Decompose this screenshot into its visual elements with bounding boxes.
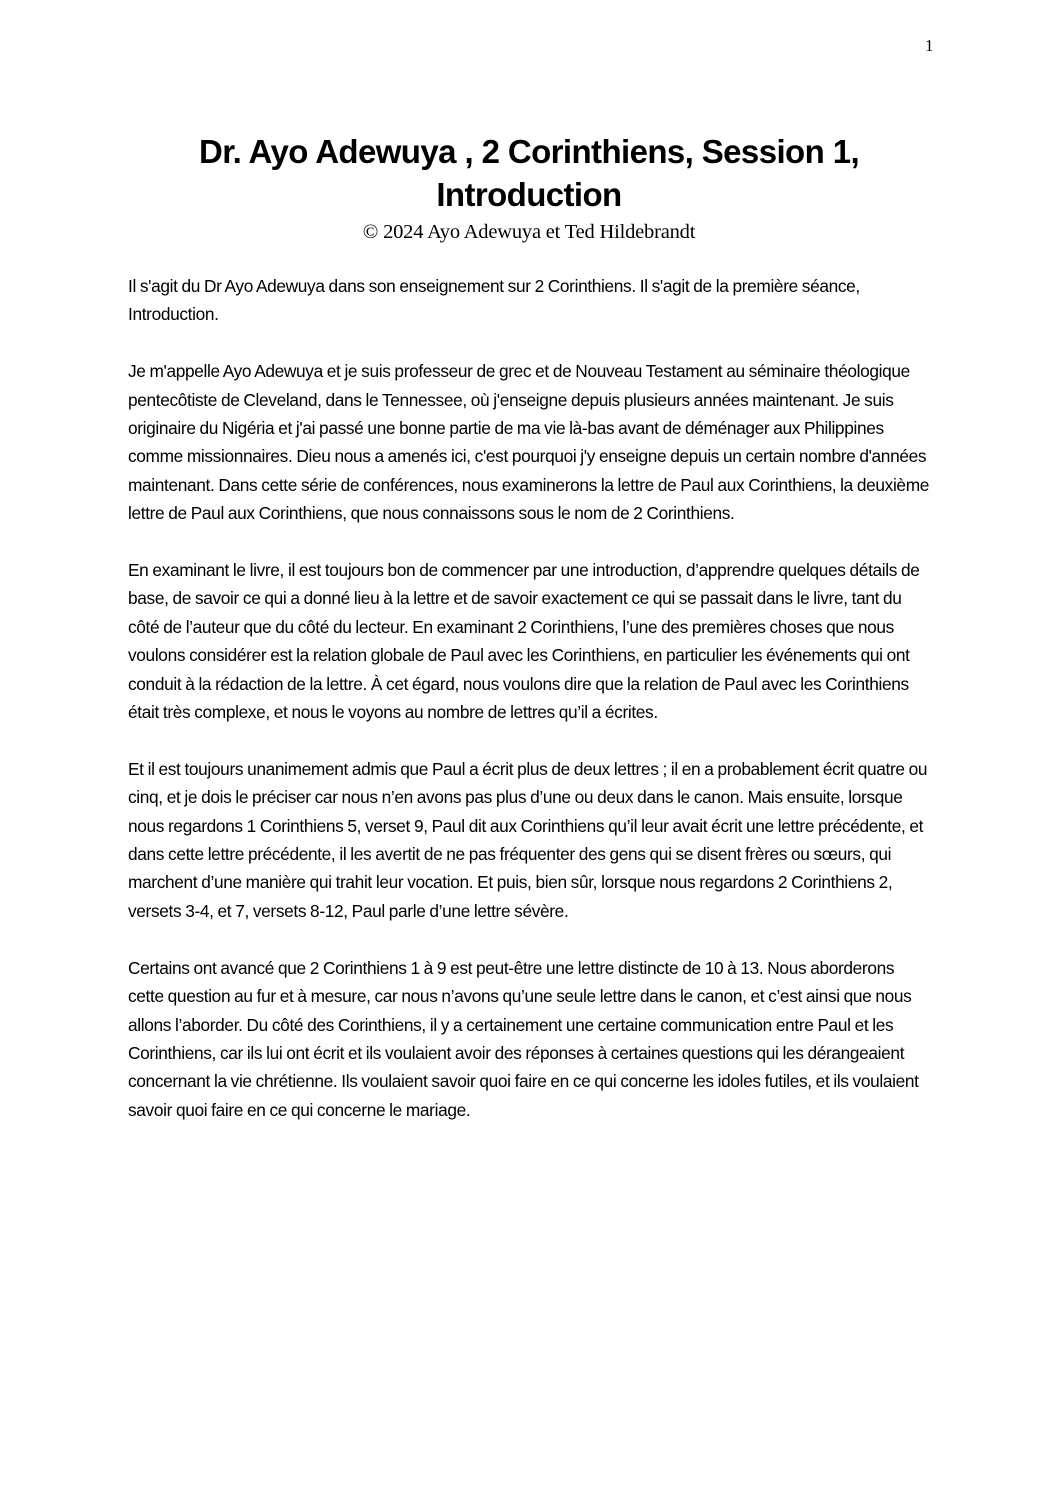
paragraph-book-introduction: En examinant le livre, il est toujours bon de commencer par une introduction, d’apprendre quelques détails de base, de savoir ce qui a donné lieu à la lettre et de savoir exactement ce qui se passait dans le livre, tant du côté de l’auteur que du côté du lecteur. En examinant 2 Corinthiens, l’une des premières choses que nous voulons considérer est la relation globale de Paul avec les Corinthiens, en particulier les événements qui ont conduit à la rédaction de la lettre. À cet égard, nous voulons dire que la relation de Paul avec les Corinthiens était très complexe, et nous le voyons au nombre de lettres qu’il a écrites. [128, 560, 920, 723]
paragraph-letters-count: Et il est toujours unanimement admis que Paul a écrit plus de deux lettres ; il en a probablement écrit quatre ou cinq, et je dois le préciser car nous n’en avons pas plus d’une ou deux dans le canon. Mais ensuite, lorsque nous regardons 1 Corinthiens 5, verset 9, Paul dit aux Corinthiens qu’il leur avait écrit une lettre précédente, et dans cette lettre précédente, il les avertit de ne pas fréquenter des gens qui se disent frères ou sœurs, qui marchent d’une manière qui trahit leur vocation. Et puis, bien sûr, lorsque nous regardons 2 Corinthiens 2, versets 3-4, et 7, versets 8-12, Paul parle d’une lettre sévère. [128, 758, 928, 921]
title-line-1: Dr. Ayo Adewuya , 2 Corinthiens, Session 1, [198, 133, 860, 170]
copyright-notice: © 2024 Ayo Adewuya et Ted Hildebrandt [362, 221, 696, 243]
document-title [0, 130, 1058, 216]
paragraph-speaker-bio: Je m'appelle Ayo Adewuya et je suis professeur de grec et de Nouveau Testament au séminaire théologique pentecôtiste de Cleveland, dans le Tennessee, où j'enseigne depuis plusieurs années maintenant. Je suis originaire du Nigéria et j'ai passé une bonne partie de ma vie là-bas avant de déménager aux Philippines comme missionnaires. Dieu nous a amenés ici, c'est pourquoi j'y enseigne depuis un certain nombre d'années maintenant. Dans cette série de conférences, nous examinerons la lettre de Paul aux Corinthiens, la deuxième lettre de Paul aux Corinthiens, que nous connaissons sous le nom de 2 Corinthiens. [128, 361, 930, 524]
paragraph-intro: Il s'agit du Dr Ayo Adewuya dans son enseignement sur 2 Corinthiens. Il s'agit de la première séance, Introduction. [128, 276, 860, 325]
document-body [128, 272, 930, 1153]
page-number: 1 [925, 36, 934, 55]
paragraph-corinthian-questions: Certains ont avancé que 2 Corinthiens 1 à 9 est peut-être une lettre distincte de 10 à 13. Nous aborderons cette question au fur et à mesure, car nous n’avons qu’une seule lettre dans le canon, et c’est ainsi que nous allons l’aborder. Du côté des Corinthiens, il y a certainement une certaine communication entre Paul et les Corinthiens, car ils lui ont écrit et ils voulaient avoir des réponses à certaines questions qui les dérangeaient concernant la vie chrétienne. Ils voulaient savoir quoi faire en ce qui concerne les idoles futiles, et ils voulaient savoir quoi faire en ce qui concerne le mariage. [128, 957, 919, 1120]
title-line-2: Introduction [436, 176, 622, 213]
